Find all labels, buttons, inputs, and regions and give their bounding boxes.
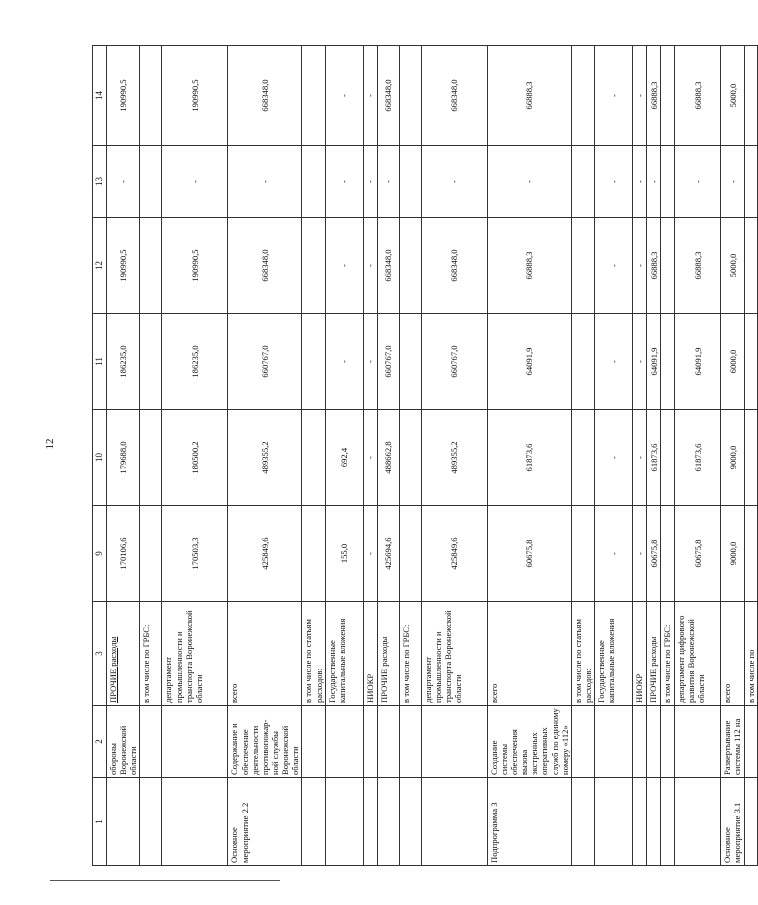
item-name-cell bbox=[363, 706, 377, 778]
value-cell bbox=[302, 314, 325, 410]
item-name-cell bbox=[325, 706, 363, 778]
item-name-cell bbox=[377, 706, 399, 778]
item-code-cell bbox=[325, 778, 363, 866]
header-cell: 1 bbox=[93, 778, 107, 866]
value-cell: - bbox=[633, 410, 647, 506]
table-row bbox=[302, 46, 325, 866]
value-cell: 9000,0 bbox=[721, 410, 745, 506]
expense-type-cell: в том числе по ГРБС: bbox=[661, 602, 675, 706]
value-cell: - bbox=[162, 146, 228, 218]
item-code-cell bbox=[399, 778, 421, 866]
value-cell bbox=[399, 314, 421, 410]
value-cell: 668348,0 bbox=[421, 218, 487, 314]
value-cell bbox=[661, 146, 675, 218]
value-cell bbox=[140, 146, 162, 218]
table-row bbox=[571, 46, 594, 866]
table-row bbox=[325, 46, 363, 866]
value-cell: 190990,5 bbox=[107, 218, 140, 314]
value-cell bbox=[399, 410, 421, 506]
value-cell: 5000,0 bbox=[721, 218, 745, 314]
value-cell: 425849,6 bbox=[421, 506, 487, 602]
expense-type-cell: в том числе по статьям расходов: bbox=[571, 602, 594, 706]
item-code-cell bbox=[421, 778, 487, 866]
value-cell: - bbox=[595, 46, 633, 146]
header-cell: 3 bbox=[93, 602, 107, 706]
item-code-cell bbox=[377, 778, 399, 866]
value-cell: 6000,0 bbox=[721, 314, 745, 410]
item-code-cell bbox=[302, 778, 325, 866]
expense-type-cell: в том числе по bbox=[745, 602, 758, 706]
value-cell: 66888,3 bbox=[647, 218, 661, 314]
item-name-cell: обороны Воронежской области bbox=[107, 706, 140, 778]
value-cell bbox=[661, 46, 675, 146]
value-cell bbox=[571, 46, 594, 146]
value-cell: - bbox=[363, 46, 377, 146]
value-cell bbox=[302, 410, 325, 506]
value-cell bbox=[140, 218, 162, 314]
item-name-cell bbox=[633, 706, 647, 778]
value-cell: 488662,8 bbox=[377, 410, 399, 506]
table-row bbox=[107, 46, 140, 866]
value-cell: - bbox=[633, 46, 647, 146]
value-cell: 60675,8 bbox=[647, 506, 661, 602]
value-cell bbox=[661, 314, 675, 410]
item-name-cell bbox=[421, 706, 487, 778]
value-cell: 186235,0 bbox=[162, 314, 228, 410]
value-cell bbox=[571, 218, 594, 314]
value-cell: 425849,6 bbox=[228, 506, 302, 602]
budget-table-body bbox=[93, 46, 758, 866]
header-cell: 12 bbox=[93, 218, 107, 314]
value-cell bbox=[661, 410, 675, 506]
item-name-cell: Создание системы обеспечения вызова экстренных оперативных служб по единому номеру «112» bbox=[487, 706, 571, 778]
item-name-cell bbox=[661, 706, 675, 778]
value-cell bbox=[399, 46, 421, 146]
value-cell: - bbox=[647, 146, 661, 218]
expense-type-cell: всего bbox=[721, 602, 745, 706]
table-row bbox=[228, 46, 302, 866]
expense-type-cell: ПРОЧИЕ расходы bbox=[107, 602, 140, 706]
value-cell bbox=[661, 506, 675, 602]
value-cell: 66888,3 bbox=[675, 46, 721, 146]
item-code-cell bbox=[107, 778, 140, 866]
value-cell bbox=[140, 410, 162, 506]
item-code-cell bbox=[675, 778, 721, 866]
value-cell: - bbox=[633, 146, 647, 218]
value-cell bbox=[745, 410, 758, 506]
value-cell bbox=[661, 218, 675, 314]
value-cell: 61873,6 bbox=[487, 410, 571, 506]
value-cell: - bbox=[421, 146, 487, 218]
item-code-cell bbox=[661, 778, 675, 866]
value-cell: 186235,0 bbox=[107, 314, 140, 410]
value-cell bbox=[140, 506, 162, 602]
value-cell: 668348,0 bbox=[377, 46, 399, 146]
value-cell: - bbox=[363, 506, 377, 602]
value-cell: - bbox=[325, 314, 363, 410]
value-cell bbox=[571, 410, 594, 506]
value-cell: 190990,5 bbox=[107, 46, 140, 146]
table-row bbox=[721, 46, 745, 866]
value-cell bbox=[399, 218, 421, 314]
item-code-cell bbox=[162, 778, 228, 866]
table-row bbox=[140, 46, 162, 866]
item-code-cell bbox=[140, 778, 162, 866]
item-name-cell bbox=[140, 706, 162, 778]
expense-type-cell: в том числе по ГРБС: bbox=[140, 602, 162, 706]
expense-type-cell: департамент цифрового развития Воронежской области bbox=[675, 602, 721, 706]
header-cell: 9 bbox=[93, 506, 107, 602]
value-cell bbox=[571, 506, 594, 602]
value-cell: - bbox=[633, 218, 647, 314]
value-cell: 170503,3 bbox=[162, 506, 228, 602]
value-cell: 170106,6 bbox=[107, 506, 140, 602]
table-row bbox=[363, 46, 377, 866]
value-cell: - bbox=[228, 146, 302, 218]
item-name-cell: Развертывание системы 112 на bbox=[721, 706, 745, 778]
expense-type-cell: в том числе по ГРБС: bbox=[399, 602, 421, 706]
expense-type-cell: ПРОЧИЕ расходы bbox=[647, 602, 661, 706]
item-name-cell bbox=[399, 706, 421, 778]
value-cell: 9000,0 bbox=[721, 506, 745, 602]
header-cell: 2 bbox=[93, 706, 107, 778]
table-row bbox=[421, 46, 487, 866]
value-cell: 179688,0 bbox=[107, 410, 140, 506]
value-cell bbox=[399, 146, 421, 218]
expense-type-cell: ПРОЧИЕ расходы bbox=[377, 602, 399, 706]
value-cell bbox=[571, 146, 594, 218]
value-cell: 60675,8 bbox=[675, 506, 721, 602]
expense-type-cell: департамент промышленности и транспорта Воронежской области bbox=[162, 602, 228, 706]
expense-type-cell: всего bbox=[228, 602, 302, 706]
value-cell bbox=[302, 46, 325, 146]
item-code-cell bbox=[633, 778, 647, 866]
value-cell: 692,4 bbox=[325, 410, 363, 506]
item-code-cell bbox=[745, 778, 758, 866]
value-cell bbox=[571, 314, 594, 410]
value-cell: 660767,0 bbox=[377, 314, 399, 410]
table-row bbox=[675, 46, 721, 866]
table-row bbox=[661, 46, 675, 866]
table-row bbox=[162, 46, 228, 866]
value-cell: - bbox=[363, 146, 377, 218]
table-row bbox=[633, 46, 647, 866]
value-cell bbox=[140, 46, 162, 146]
item-code-cell: Основное мероприятие 2.2 bbox=[228, 778, 302, 866]
value-cell: 66888,3 bbox=[675, 218, 721, 314]
value-cell bbox=[302, 506, 325, 602]
table-row bbox=[377, 46, 399, 866]
value-cell: 66888,3 bbox=[487, 218, 571, 314]
value-cell: - bbox=[325, 218, 363, 314]
value-cell: 155,0 bbox=[325, 506, 363, 602]
value-cell: - bbox=[363, 410, 377, 506]
value-cell: 64091,9 bbox=[675, 314, 721, 410]
item-code-cell bbox=[571, 778, 594, 866]
value-cell: 489355,2 bbox=[228, 410, 302, 506]
table-row bbox=[745, 46, 758, 866]
value-cell bbox=[302, 218, 325, 314]
value-cell bbox=[745, 46, 758, 146]
value-cell: 180500,2 bbox=[162, 410, 228, 506]
value-cell: - bbox=[595, 146, 633, 218]
value-cell: 61873,6 bbox=[675, 410, 721, 506]
value-cell bbox=[745, 506, 758, 602]
table-row bbox=[647, 46, 661, 866]
item-code-cell bbox=[595, 778, 633, 866]
value-cell: 60675,8 bbox=[487, 506, 571, 602]
table-row bbox=[595, 46, 633, 866]
value-cell: - bbox=[721, 146, 745, 218]
item-name-cell bbox=[571, 706, 594, 778]
header-row bbox=[93, 46, 107, 866]
value-cell bbox=[745, 218, 758, 314]
value-cell: - bbox=[325, 46, 363, 146]
value-cell: - bbox=[325, 146, 363, 218]
value-cell: - bbox=[633, 314, 647, 410]
value-cell bbox=[140, 314, 162, 410]
value-cell: 425694,6 bbox=[377, 506, 399, 602]
item-name-cell bbox=[595, 706, 633, 778]
value-cell: - bbox=[595, 506, 633, 602]
value-cell: 668348,0 bbox=[377, 218, 399, 314]
value-cell: 668348,0 bbox=[228, 218, 302, 314]
item-name-cell bbox=[745, 706, 758, 778]
value-cell: 660767,0 bbox=[421, 314, 487, 410]
value-cell: 190990,5 bbox=[162, 218, 228, 314]
header-cell: 13 bbox=[93, 146, 107, 218]
item-name-cell bbox=[162, 706, 228, 778]
expense-type-cell: в том числе по статьям расходов: bbox=[302, 602, 325, 706]
footnote-divider bbox=[50, 880, 280, 881]
item-code-cell: Подпрограмма 3 bbox=[487, 778, 571, 866]
item-name-cell: Содержание и обеспечение деятельности противопожар-ной службы Воронежской области bbox=[228, 706, 302, 778]
value-cell: 489355,2 bbox=[421, 410, 487, 506]
value-cell bbox=[302, 146, 325, 218]
value-cell: - bbox=[633, 506, 647, 602]
item-name-cell bbox=[675, 706, 721, 778]
value-cell: 190990,5 bbox=[162, 46, 228, 146]
value-cell: 660767,0 bbox=[228, 314, 302, 410]
budget-table bbox=[92, 45, 758, 866]
item-name-cell bbox=[302, 706, 325, 778]
page-number: 12 bbox=[44, 438, 56, 450]
value-cell: - bbox=[107, 146, 140, 218]
value-cell bbox=[745, 314, 758, 410]
value-cell: - bbox=[377, 146, 399, 218]
expense-type-cell: НИОКР bbox=[633, 602, 647, 706]
value-cell: - bbox=[675, 146, 721, 218]
value-cell: - bbox=[595, 410, 633, 506]
expense-type-cell: НИОКР bbox=[363, 602, 377, 706]
value-cell: 66888,3 bbox=[487, 46, 571, 146]
expense-type-cell: департамент промышленности и транспорта Воронежской области bbox=[421, 602, 487, 706]
expense-type-cell: всего bbox=[487, 602, 571, 706]
value-cell bbox=[399, 506, 421, 602]
value-cell: 66888,3 bbox=[647, 46, 661, 146]
budget-table-container bbox=[92, 46, 757, 866]
value-cell: 64091,9 bbox=[647, 314, 661, 410]
item-code-cell bbox=[363, 778, 377, 866]
item-code-cell bbox=[647, 778, 661, 866]
value-cell: - bbox=[363, 314, 377, 410]
item-name-cell bbox=[647, 706, 661, 778]
expense-type-cell: Государственные капитальные вложения bbox=[595, 602, 633, 706]
value-cell: 5000,0 bbox=[721, 46, 745, 146]
header-cell: 10 bbox=[93, 410, 107, 506]
value-cell: 61873,6 bbox=[647, 410, 661, 506]
item-code-cell: Основное мероприятие 3.1 bbox=[721, 778, 745, 866]
value-cell: 668348,0 bbox=[228, 46, 302, 146]
value-cell: - bbox=[595, 218, 633, 314]
value-cell: 64091,9 bbox=[487, 314, 571, 410]
table-row bbox=[487, 46, 571, 866]
value-cell: - bbox=[595, 314, 633, 410]
value-cell bbox=[745, 146, 758, 218]
value-cell: - bbox=[487, 146, 571, 218]
header-cell: 11 bbox=[93, 314, 107, 410]
expense-type-cell: Государственные капитальные вложения bbox=[325, 602, 363, 706]
header-cell: 14 bbox=[93, 46, 107, 146]
value-cell: - bbox=[363, 218, 377, 314]
table-row bbox=[399, 46, 421, 866]
value-cell: 668348,0 bbox=[421, 46, 487, 146]
